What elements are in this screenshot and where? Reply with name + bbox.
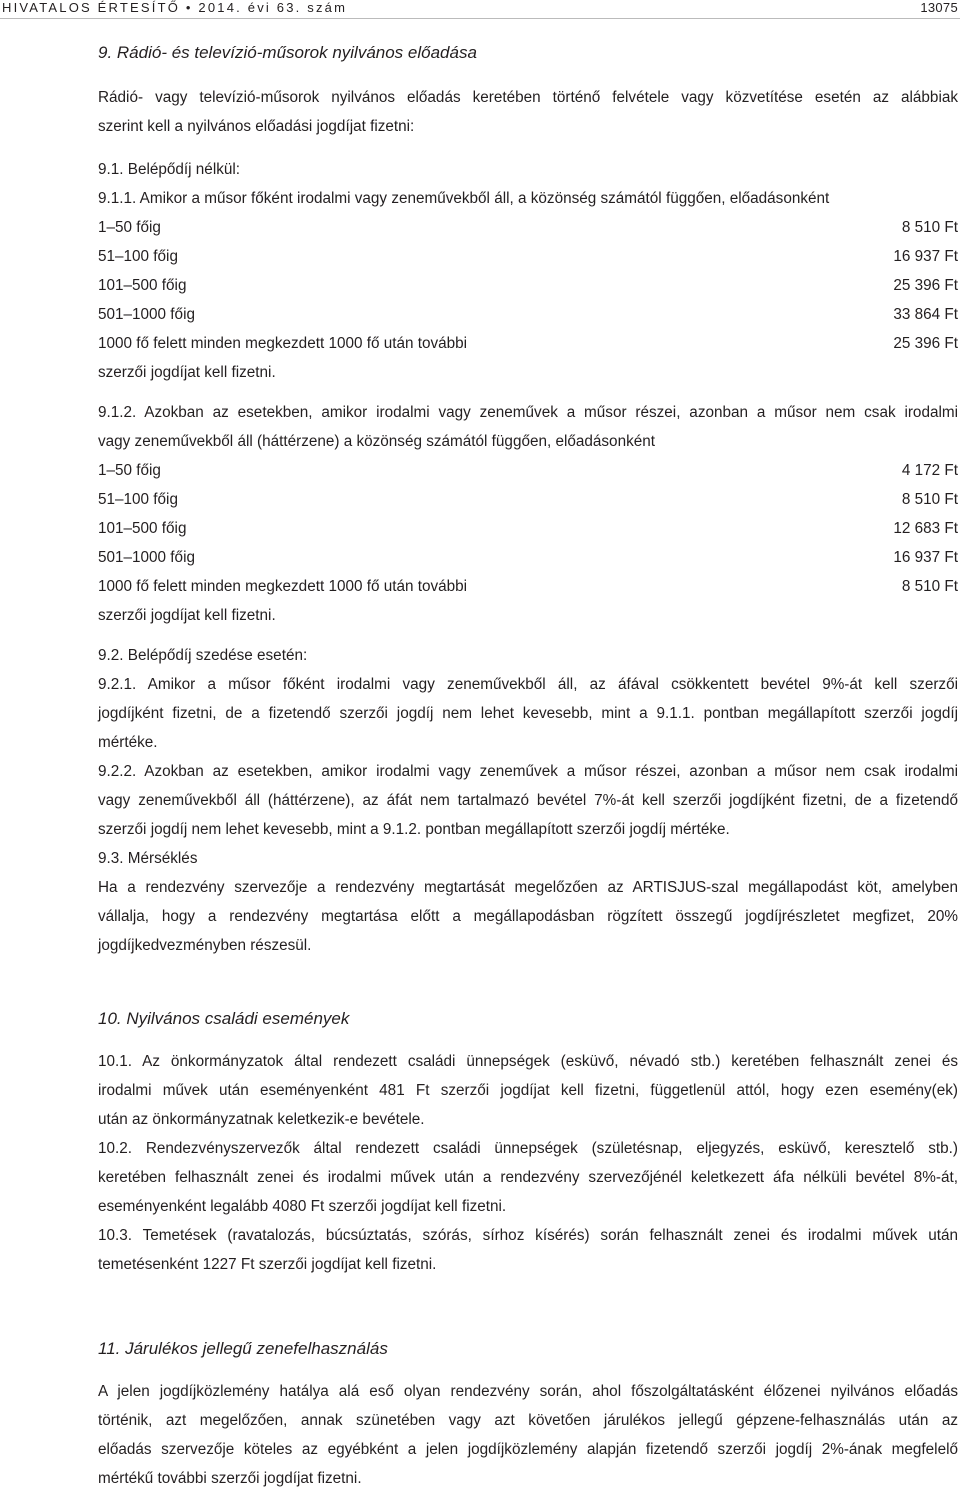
section-9-3-heading: 9.3. Mérséklés	[98, 850, 198, 867]
paragraph-line: 9.2.1. Amikor a műsor főként irodalmi vagy zeneművekből áll, az áfával csökkentett bevétel 9%-át kell szerzői	[98, 676, 958, 693]
fee-row	[98, 300, 958, 329]
paragraph-line: előadás szervezője köteles az egyébként a jelen jogdíjközlemény alapján fizetendő szerzői jogdíj 2%-ának megfelelő	[98, 1441, 958, 1458]
fee-amount: 8 510 Ft	[901, 219, 958, 236]
fee-amount: 4 172 Ft	[901, 462, 958, 479]
section-9-1-1-text: 9.1.1. Amikor a műsor főként irodalmi vagy zeneművekből áll, a közönség számától függően, előadásonként	[98, 190, 830, 207]
header-divider	[0, 18, 960, 19]
fee-amount: 16 937 Ft	[893, 248, 958, 265]
section-9-1-2-text	[98, 398, 958, 456]
paragraph-line: szerint kell a nyilvános előadási jogdíjat fizetni:	[98, 118, 415, 135]
paragraph-line: 10.3. Temetések (ravatalozás, búcsúztatás, szórás, sírhoz kísérés) során felhasznált zenei és irodalmi művek után	[98, 1227, 958, 1244]
fee-row	[98, 485, 958, 514]
fee-row	[98, 543, 958, 572]
fee-amount: 12 683 Ft	[893, 520, 958, 537]
paragraph-line: Ha a rendezvény szervezője a rendezvény megtartását megelőzően az ARTISJUS-szal megállapodást köt, amelyben	[98, 879, 958, 896]
fee-row	[98, 514, 958, 543]
paragraph-line: mértékű további szerzői jogdíjat fizetni.	[98, 1470, 362, 1487]
paragraph-line: jogdíjkedvezményben részesül.	[98, 937, 312, 954]
fee-table-2	[98, 456, 958, 630]
section-11-text	[98, 1377, 958, 1493]
paragraph-line: 10.2. Rendezvényszervezők által rendezett családi ünnepségek (születésnap, eljegyzés, esküvő, keresztelő stb.)	[98, 1140, 958, 1157]
fee-amount: 33 864 Ft	[893, 306, 958, 323]
fee-row	[98, 213, 958, 242]
paragraph-line: vagy zeneművekből áll (háttérzene), az áfát nem tartalmazó bevétel 7%-át kell szerzői jogdíjként fizetni, de a fizetendő	[98, 792, 958, 809]
fee-label: 101‒500 főig	[98, 520, 187, 537]
fee-amount: 8 510 Ft	[901, 491, 958, 508]
fee-amount: 25 396 Ft	[893, 335, 958, 352]
fee-amount: 25 396 Ft	[893, 277, 958, 294]
paragraph-line: vagy zeneművekből áll (háttérzene) a közönség számától függően, előadásonként	[98, 433, 655, 450]
page-number: 13075	[920, 0, 958, 15]
section-9-1-heading: 9.1. Belépődíj nélkül:	[98, 161, 241, 178]
section-9-intro	[98, 83, 958, 141]
section-11-heading: 11. Járulékos jellegű zenefelhasználás	[98, 1339, 388, 1358]
section-9-heading: 9. Rádió- és televízió-műsorok nyilvános előadása	[98, 43, 477, 62]
paragraph-line: irodalmi művek után eseményenként 481 Ft szerzői jogdíjat kell fizetni, függetlenül attól, hogy ezen esemény(ek)	[98, 1082, 958, 1099]
paragraph-line: temetésenként 1227 Ft szerzői jogdíjat kell fizetni.	[98, 1256, 437, 1273]
paragraph-line: eseményenként legalább 4080 Ft szerzői jogdíjat kell fizetni.	[98, 1198, 507, 1215]
section-10-1-text	[98, 1047, 958, 1134]
fee-table-note: szerzői jogdíjat kell fizetni.	[98, 607, 276, 624]
fee-row	[98, 271, 958, 300]
paragraph-line: szerzői jogdíj nem lehet kevesebb, mint a 9.1.2. pontban megállapított szerzői jogdíj mértéke.	[98, 821, 730, 838]
paragraph-line: keretében felhasznált zenei és irodalmi művek után a rendezvény szervezőjénél keletkezett áfa nélküli bevétel 8%-át,	[98, 1169, 958, 1186]
paragraph-line: után az önkormányzatnak keletkezik-e bevétele.	[98, 1111, 425, 1128]
section-9-2-heading: 9.2. Belépődíj szedése esetén:	[98, 647, 308, 664]
paragraph-line: Rádió- vagy televízió-műsorok nyilvános előadás keretében történő felvétele vagy közvetítése esetén az alábbiak	[98, 89, 958, 106]
section-9-2-1-text	[98, 670, 958, 757]
fee-amount: 16 937 Ft	[893, 549, 958, 566]
paragraph-line: 9.2.2. Azokban az esetekben, amikor irodalmi vagy zeneművek a műsor részei, azonban a műsor nem csak irodalmi	[98, 763, 958, 780]
section-10-heading: 10. Nyilvános családi események	[98, 1009, 350, 1028]
page-header	[0, 0, 960, 18]
fee-label: 51‒100 főig	[98, 491, 178, 508]
fee-label: 1000 fő felett minden megkezdett 1000 fő után további	[98, 578, 468, 595]
page-content	[98, 38, 958, 1493]
section-10-3-text	[98, 1221, 958, 1279]
paragraph-line: 10.1. Az önkormányzatok által rendezett családi ünnepségek (esküvő, névadó stb.) keretében felhasznált zenei és	[98, 1053, 958, 1070]
fee-row	[98, 329, 958, 358]
paragraph-line: mértéke.	[98, 734, 158, 751]
fee-label: 1‒50 főig	[98, 219, 161, 236]
paragraph-line: 9.1.2. Azokban az esetekben, amikor irodalmi vagy zeneművek a műsor részei, azonban a műsor nem csak irodalmi	[98, 404, 958, 421]
fee-table-1	[98, 213, 958, 387]
fee-table-note: szerzői jogdíjat kell fizetni.	[98, 364, 276, 381]
section-9-2-2-text	[98, 757, 958, 844]
running-title: HIVATALOS ÉRTESÍTŐ • 2014. évi 63. szám	[2, 0, 348, 15]
section-9-3-text	[98, 873, 958, 960]
section-10-2-text	[98, 1134, 958, 1221]
paragraph-line: vállalja, hogy a rendezvény megtartása előtt a megállapodásban rögzített összegű jogdíjrészletet megfizet, 20%	[98, 908, 958, 925]
fee-row	[98, 242, 958, 271]
fee-label: 1‒50 főig	[98, 462, 161, 479]
paragraph-line: jogdíjként fizetni, de a fizetendő szerzői jogdíj nem lehet kevesebb, mint a 9.1.1. pontban megállapított szerzői jogdíj	[98, 705, 958, 722]
fee-label: 501‒1000 főig	[98, 306, 195, 323]
fee-label: 51‒100 főig	[98, 248, 178, 265]
fee-label: 101‒500 főig	[98, 277, 187, 294]
fee-row	[98, 456, 958, 485]
fee-label: 1000 fő felett minden megkezdett 1000 fő után további	[98, 335, 468, 352]
fee-label: 501‒1000 főig	[98, 549, 195, 566]
paragraph-line: történik, azt megelőzően, annak szünetében vagy azt követően járulékos jellegű gépzene-felhasználás után az	[98, 1412, 958, 1429]
fee-amount: 8 510 Ft	[901, 578, 958, 595]
paragraph-line: A jelen jogdíjközlemény hatálya alá eső olyan rendezvény során, ahol főszolgáltatásként élőzenei nyilvános előadás	[98, 1383, 958, 1400]
fee-row	[98, 572, 958, 601]
